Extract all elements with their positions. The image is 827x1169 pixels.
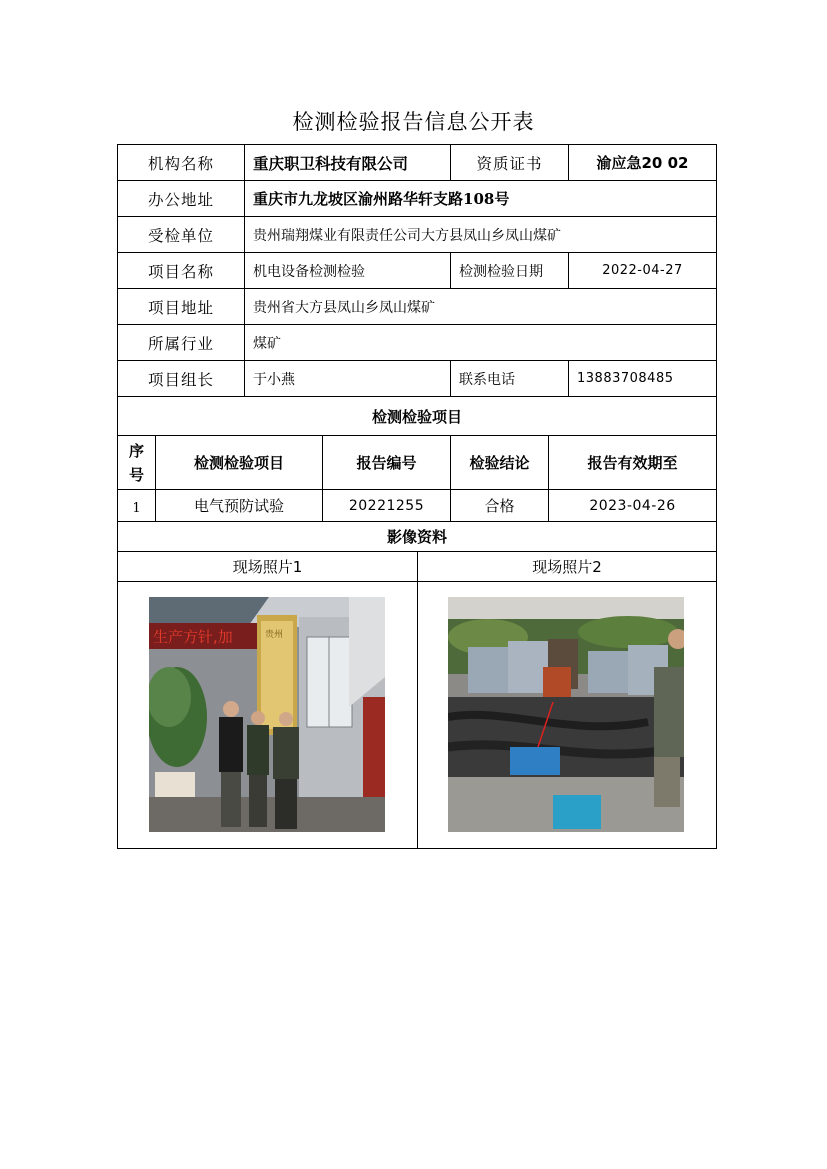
photo1-sign-text: 生产方针,加	[153, 628, 233, 646]
images-section-title: 影像资料	[117, 521, 717, 552]
inspection-date-value: 2022-04-27	[568, 252, 717, 289]
qual-label: 资质证书	[450, 144, 569, 181]
photo1-plaque-text: 贵州	[265, 630, 284, 640]
leader-value: 于小燕	[244, 360, 451, 397]
row-valid-until: 2023-04-26	[548, 489, 717, 522]
qual-value: 渝应急20 02	[568, 144, 717, 181]
industry-label: 所属行业	[117, 324, 245, 361]
industry-value: 煤矿	[244, 324, 717, 361]
office-addr-label: 办公地址	[117, 180, 245, 217]
page-title: 检测检验报告信息公开表	[292, 110, 535, 134]
photo1-label: 现场照片1	[117, 551, 418, 582]
row-item: 电气预防试验	[155, 489, 323, 522]
row-report-no: 20221255	[322, 489, 451, 522]
header-no: 序号	[117, 435, 156, 490]
org-name-value: 重庆职卫科技有限公司	[244, 144, 451, 181]
leader-label: 项目组长	[117, 360, 245, 397]
phone-value: 13883708485	[568, 360, 717, 397]
site-photo-1	[149, 597, 385, 832]
row-no: 1	[117, 489, 156, 522]
items-section-title: 检测检验项目	[117, 396, 717, 436]
inspection-date-label: 检测检验日期	[450, 252, 569, 289]
project-name-value: 机电设备检测检验	[244, 252, 451, 289]
phone-label: 联系电话	[450, 360, 569, 397]
project-addr-label: 项目地址	[117, 288, 245, 325]
header-valid-until: 报告有效期至	[548, 435, 717, 490]
office-addr-value: 重庆市九龙坡区渝州路华轩支路108号	[244, 180, 717, 217]
project-name-label: 项目名称	[117, 252, 245, 289]
header-report-no: 报告编号	[322, 435, 451, 490]
project-addr-value: 贵州省大方县凤山乡凤山煤矿	[244, 288, 717, 325]
inspected-unit-value: 贵州瑞翔煤业有限责任公司大方县凤山乡凤山煤矿	[244, 216, 717, 253]
site-photo-2	[448, 597, 684, 832]
header-item: 检测检验项目	[155, 435, 323, 490]
row-result: 合格	[450, 489, 549, 522]
photo2-label: 现场照片2	[417, 551, 717, 582]
header-result: 检验结论	[450, 435, 549, 490]
inspected-unit-label: 受检单位	[117, 216, 245, 253]
org-name-label: 机构名称	[117, 144, 245, 181]
